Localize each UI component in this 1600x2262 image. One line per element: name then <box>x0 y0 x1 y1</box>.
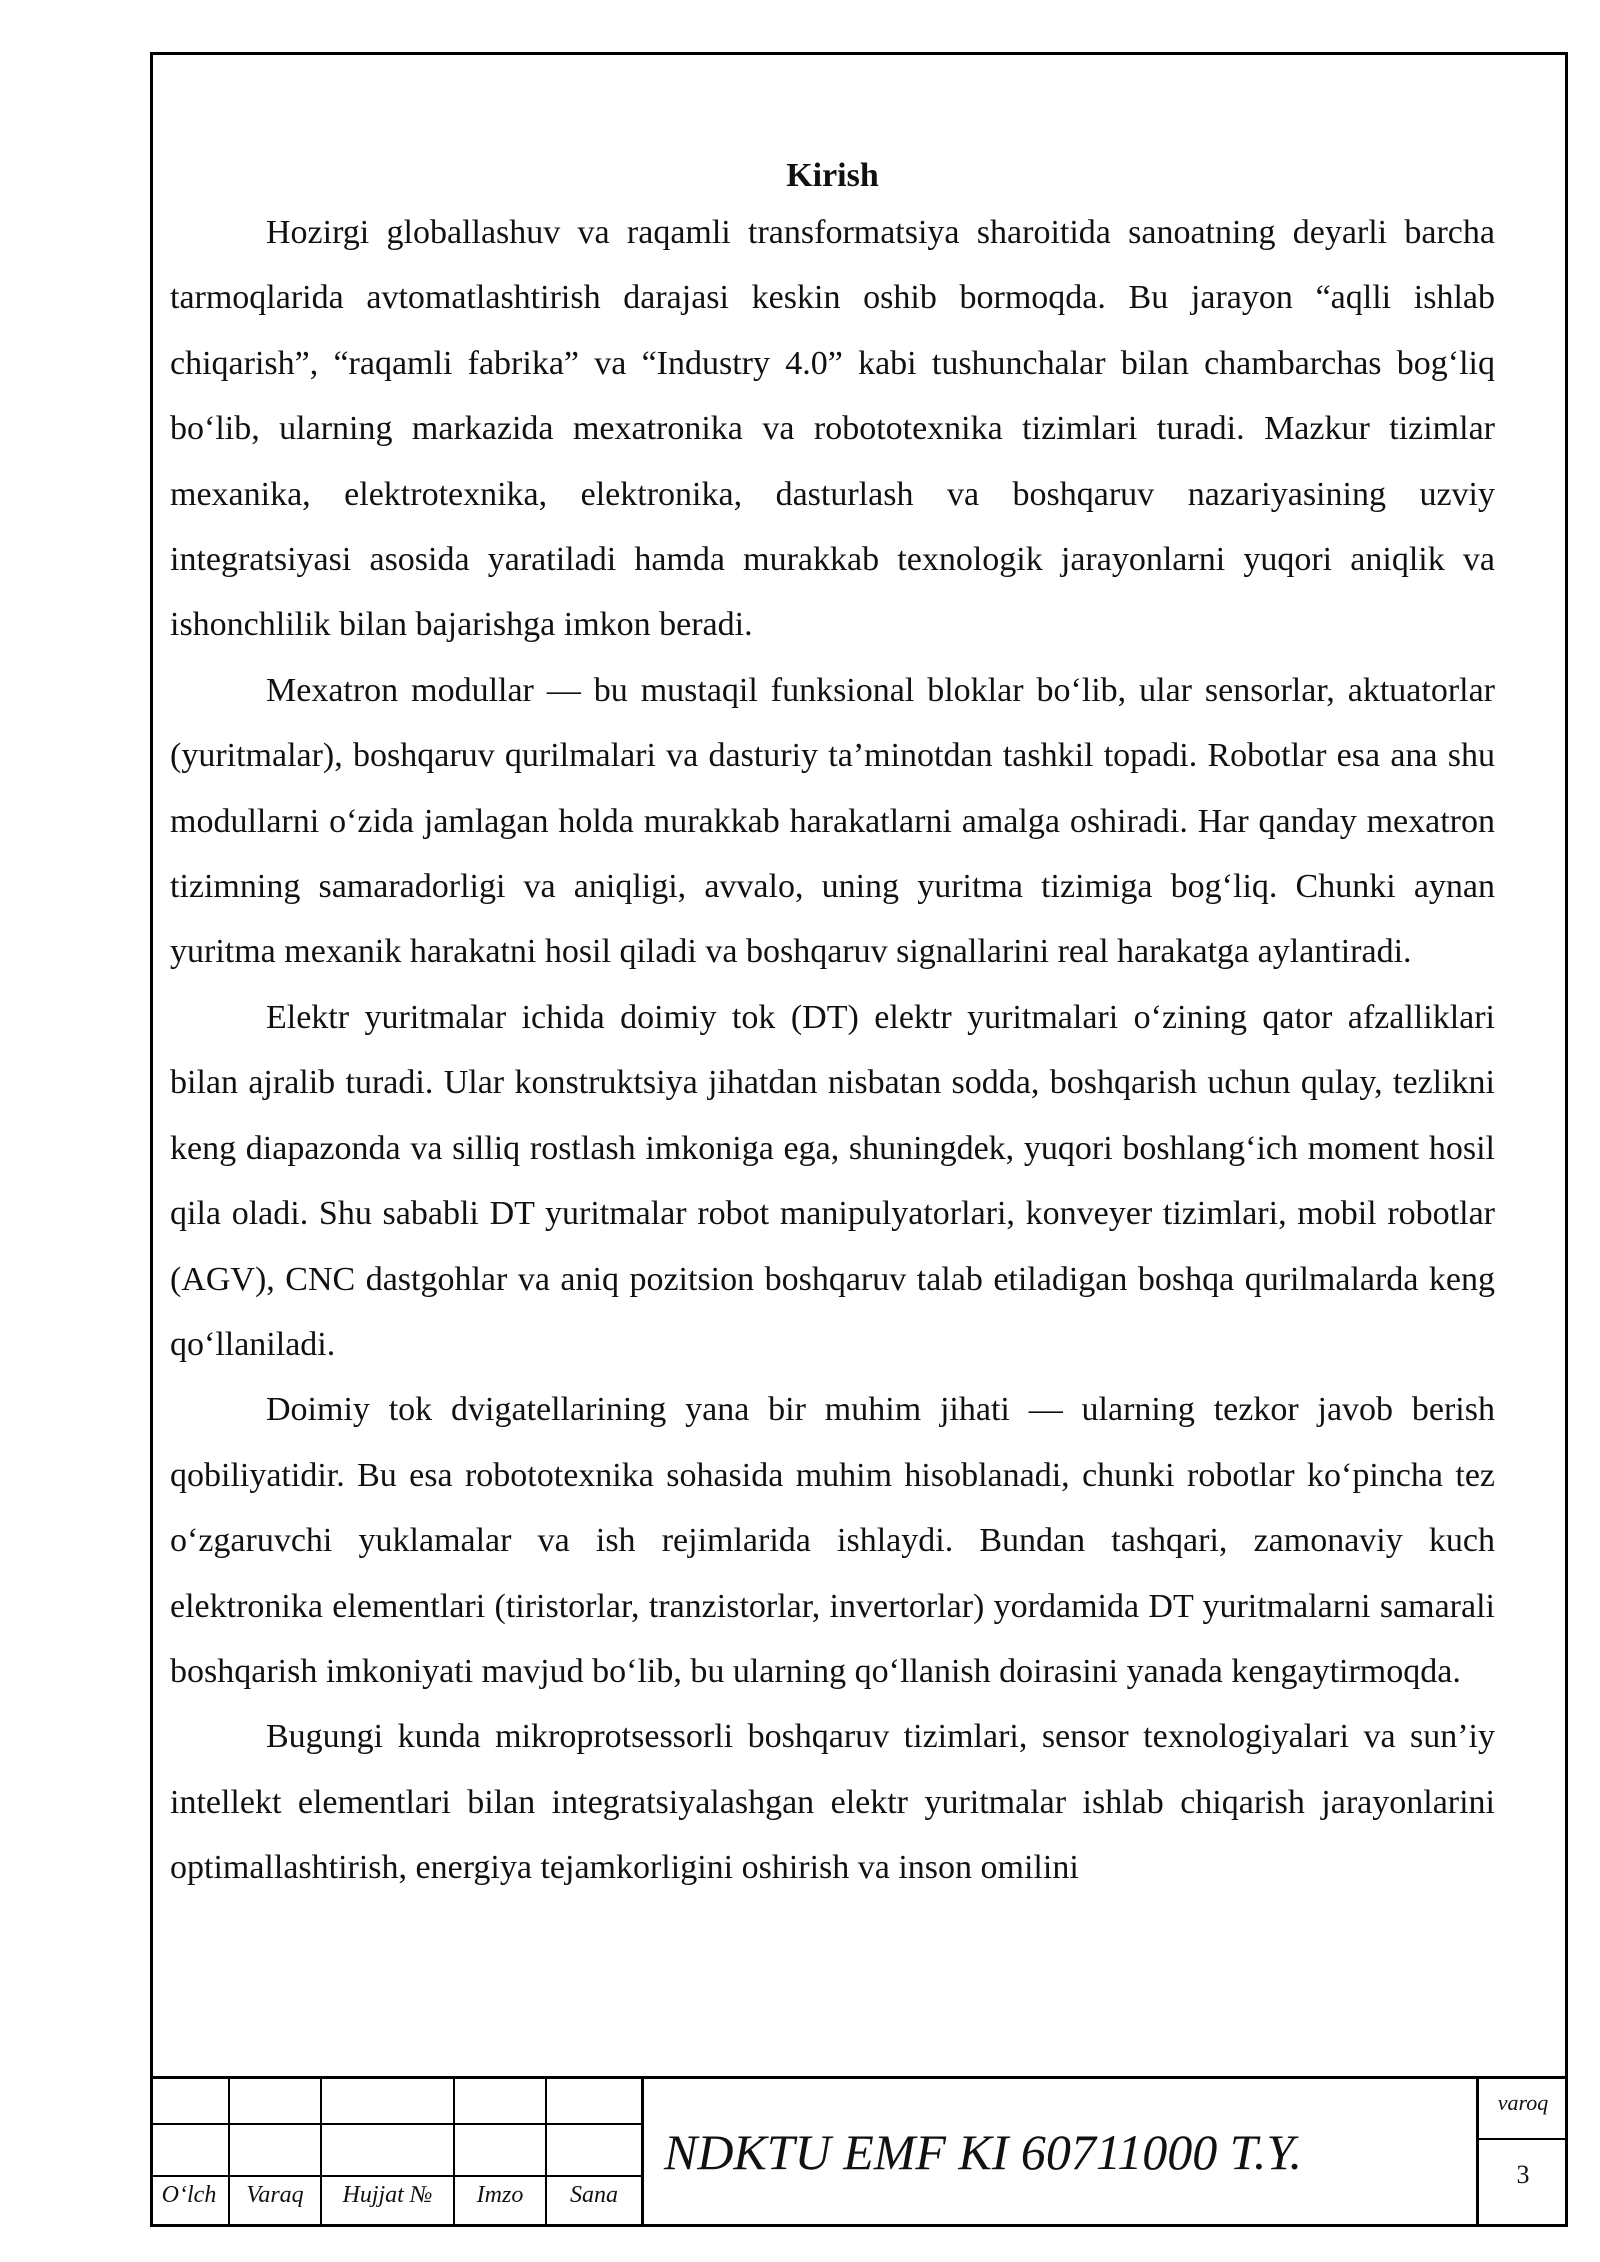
column-label-sana: Sana <box>570 2182 618 2208</box>
column-label-hujjat: Hujjat № <box>342 2182 433 2208</box>
sheet-label: varoq <box>1497 2090 1549 2115</box>
stamp-row-line <box>1476 2138 1568 2140</box>
column-label-imzo: Imzo <box>476 2182 524 2208</box>
column-label-varaq: Varaq <box>246 2182 304 2208</box>
paragraph-5: Bugungi kunda mikroprotsessorli boshqaruv tizimlari, sensor texnologiyalari va sun’iy intellekt elementlari bilan integratsiyalashgan elektr yuritmalar ishlab chiqarish jarayonlarini optimallashtirish, energiya tejamkorligini oshirish va inson omilini <box>170 1718 1495 1887</box>
paragraph-4: Doimiy tok dvigatellarining yana bir muhim jihati — ularning tezkor javob berish qobiliyatidir. Bu esa robototexnika sohasida muhim hisoblanadi, chunki robotlar ko‘pincha tez o‘zgaruvchi yuklamalar va ish rejimlarida ishlaydi. Bundan tashqari, zamonaviy kuch elektronika elementlari (tiristorlar, tranzistorlar, invertorlar) yordamida DT yuritmalarni samarali boshqarish imkoniyati mavjud bo‘lib, bu ularning qo‘llanish doirasini yanada kengaytirmoqda. <box>170 1391 1495 1690</box>
section-title: Kirish <box>786 157 879 194</box>
document-body <box>170 152 1495 1901</box>
stamp-top-line <box>150 2076 1568 2079</box>
paragraph-1: Hozirgi globallashuv va raqamli transformatsiya sharoitida sanoatning deyarli barcha tarmoqlarida avtomatlashtirish darajasi keskin oshib bormoqda. Bu jarayon “aqlli ishlab chiqarish”, “raqamli fabrika” va “Industry 4.0” kabi tushunchalar bilan chambarchas bog‘liq bo‘lib, ularning markazida mexatronika va robototexnika tizimlari turadi. Mazkur tizimlar mexanika, elektrotexnika, elektronika, dasturlash va boshqaruv nazariyasining uzviy integratsiyasi asosida yaratiladi hamda murakkab texnologik jarayonlarni yuqori aniqlik va ishonchlilik bilan bajarishga imkon beradi. <box>170 214 1495 644</box>
column-label-olch: O‘lch <box>161 2182 217 2208</box>
paragraph-3: Elektr yuritmalar ichida doimiy tok (DT) elektr yuritmalari o‘zining qator afzalliklari bilan ajralib turadi. Ular konstruktsiya jihatdan nisbatan sodda, boshqarish uchun qulay, tezlikni keng diapazonda va silliq rostlash imkoniga ega, shuningdek, yuqori boshlang‘ich moment hosil qila oladi. Shu sababli DT yuritmalar robot manipulyatorlari, konveyer tizimlari, mobil robotlar (AGV), CNC dastgohlar va aniq pozitsion boshqaruv talab etiladigan boshqa qurilmalarda keng qo‘llaniladi. <box>170 998 1495 1363</box>
paragraph-2: Mexatron modullar — bu mustaqil funksional bloklar bo‘lib, ular sensorlar, aktuatorlar (yuritmalar), boshqaruv qurilmalari va dasturiy ta’minotdan tashkil topadi. Robotlar esa ana shu modullarni o‘zida jamlagan holda murakkab harakatlarni amalga oshiradi. Har qanday mexatron tizimning samaradorligi va aniqligi, avvalo, uning yuritma tizimiga bog‘liq. Chunki aynan yuritma mexanik harakatni hosil qiladi va boshqaruv signallarini real harakatga aylantiradi. <box>170 671 1495 971</box>
document-code: NDKTU EMF KI 60711000 T.Y. <box>663 2124 1303 2180</box>
sheet-number: 3 <box>1516 2160 1530 2189</box>
